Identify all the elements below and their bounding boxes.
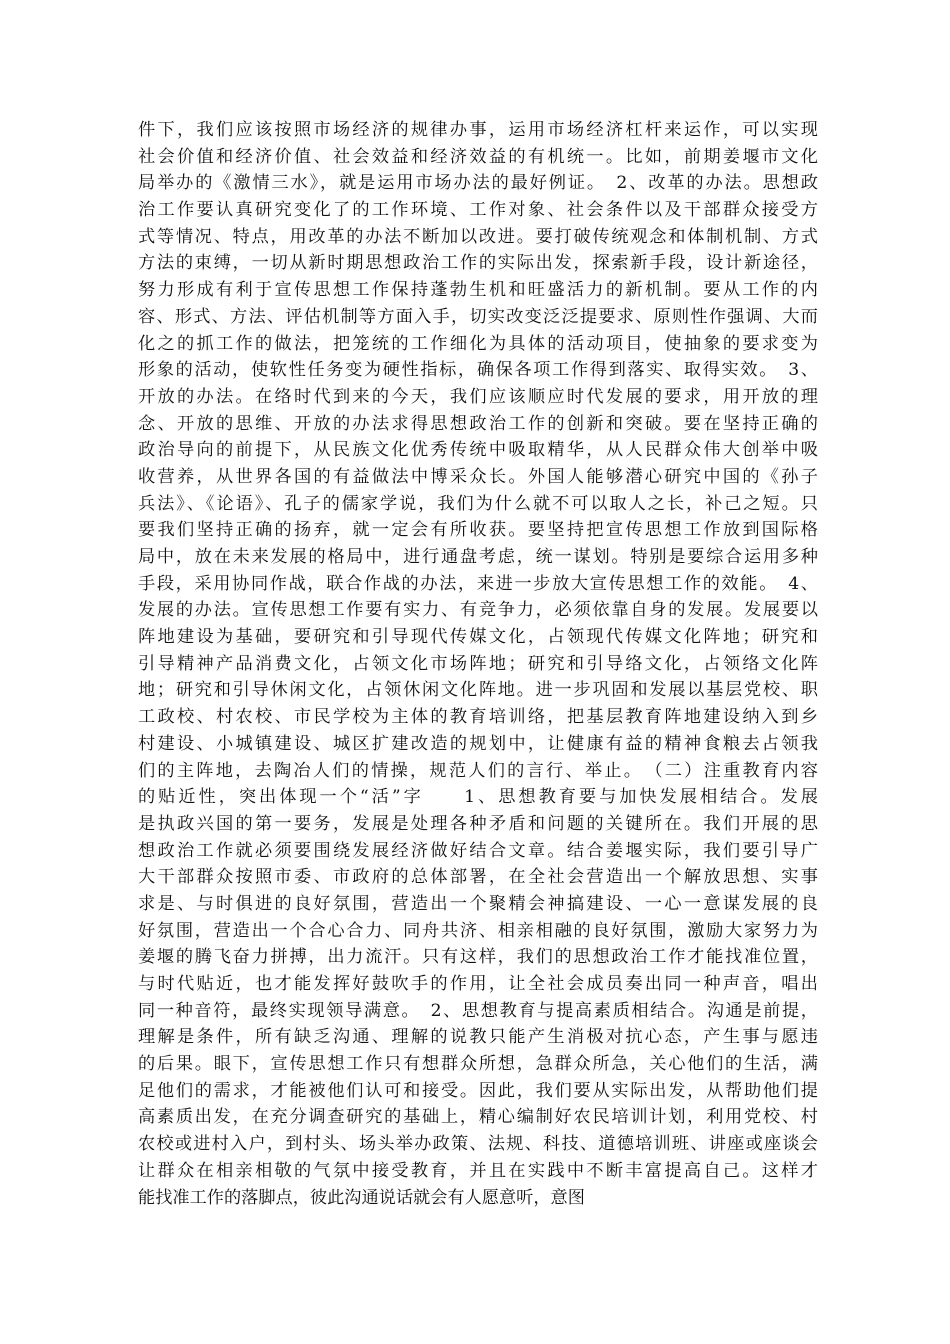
text-line: 化之的抓工作的做法，把笼统的工作细化为具体的活动项目，使抽象的要求变为 (138, 333, 818, 354)
text-line: 容、形式、方法、评估机制等方面入手，切实改变泛泛提要求、原则性作强调、大而 (138, 306, 818, 327)
text-line: 地；研究和引导休闲文化，占领休闲文化阵地。进一步巩固和发展以基层党校、职 (138, 680, 818, 701)
text-line: 是执政兴国的第一要务，发展是处理各种矛盾和问题的关键所在。我们开展的思 (138, 813, 818, 834)
text-line: 念、开放的思维、开放的办法求得思想政治工作的创新和突破。要在坚持正确的 (138, 413, 818, 434)
text-line: 阵地建设为基础，要研究和引导现代传媒文化，占领现代传媒文化阵地；研究和 (138, 627, 818, 648)
text-line: 治工作要认真研究变化了的工作环境、工作对象、社会条件以及干部群众接受方 (138, 200, 818, 221)
text-line: 的后果。眼下，宣传思想工作只有想群众所想，急群众所急，关心他们的生活，满 (138, 1054, 818, 1075)
text-line: 理解是条件，所有缺乏沟通、理解的说教只能产生消极对抗心态，产生事与愿违 (138, 1027, 818, 1048)
text-line: 好氛围，营造出一个合心合力、同舟共济、相亲相融的良好氛围，激励大家努力为 (138, 920, 818, 941)
text-line: 式等情况、特点，用改革的办法不断加以改进。要打破传统观念和体制机制、方式 (138, 226, 818, 247)
text-line: 兵法》、《论语》、孔子的儒家学说，我们为什么就不可以取人之长，补己之短。只 (138, 493, 818, 514)
text-line: 足他们的需求，才能被他们认可和接受。因此，我们要从实际出发，从帮助他们提 (138, 1080, 818, 1101)
text-line: 方法的束缚，一切从新时期思想政治工作的实际出发，探索新手段，设计新途径， (138, 253, 818, 274)
text-line: 与时代贴近，也才能发挥好鼓吹手的作用，让全社会成员奏出同一种声音，唱出 (138, 974, 818, 994)
text-line: 求是、与时俱进的良好氛围，营造出一个聚精会神搞建设、一心一意谋发展的良 (138, 893, 818, 914)
text-line: 局中，放在未来发展的格局中，进行通盘考虑，统一谋划。特别是要综合运用多种 (138, 547, 818, 567)
text-line: 引导精神产品消费文化，占领文化市场阵地；研究和引导络文化，占领络文化阵 (138, 653, 818, 674)
text-line: 要我们坚持正确的扬弃，就一定会有所收获。要坚持把宣传思想工作放到国际格 (138, 520, 818, 541)
text-line: 努力形成有利于宣传思想工作保持蓬勃生机和旺盛活力的新机制。要从工作的内 (138, 280, 818, 301)
text-line: 发展的办法。宣传思想工作要有实力、有竞争力，必须依靠自身的发展。发展要以 (138, 600, 818, 621)
text-line: 手段，采用协同作战，联合作战的办法，来进一步放大宣传思想工作的效能。 4、 (138, 573, 818, 594)
text-line: 农校或进村入户，到村头、场头举办政策、法规、科技、道德培训班、讲座或座谈会 (138, 1134, 818, 1155)
text-line: 形象的活动，使软性任务变为硬性指标，确保各项工作得到落实、取得实效。 3、 (138, 360, 818, 381)
text-line: 高素质出发，在充分调查研究的基础上，精心编制好农民培训计划，利用党校、村 (138, 1107, 818, 1128)
text-line: 政治导向的前提下，从民族文化优秀传统中吸取精华，从人民群众伟大创举中吸 (138, 440, 818, 461)
text-line: 村建设、小城镇建设、城区扩建改造的规划中，让健康有益的精神食粮去占领我 (138, 733, 818, 754)
text-line: 们的主阵地，去陶冶人们的情操，规范人们的言行、举止。 （二）注重教育内容 (138, 760, 818, 781)
text-line: 让群众在相亲相敬的气氛中接受教育，并且在实践中不断丰富提高自己。这样才 (138, 1160, 818, 1181)
document-body-text (138, 117, 818, 1211)
text-line: 工政校、村农校、市民学校为主体的教育培训络，把基层教育阵地建设纳入到乡 (138, 707, 818, 728)
text-line: 件下，我们应该按照市场经济的规律办事，运用市场经济杠杆来运作，可以实现 (138, 120, 818, 140)
text-line: 能找准工作的落脚点，彼此沟通说话就会有人愿意听，意图 (138, 1187, 585, 1208)
text-line: 姜堰的腾飞奋力拼搏，出力流汗。只有这样，我们的思想政治工作才能找准位置， (138, 947, 818, 968)
text-line: 收营养，从世界各国的有益做法中博采众长。外国人能够潜心研究中国的《孙子 (138, 466, 818, 487)
text-line: 开放的办法。在络时代到来的今天，我们应该顺应时代发展的要求，用开放的理 (138, 386, 818, 407)
text-line: 局举办的《激情三水》，就是运用市场办法的最好例证。 2、改革的办法。思想政 (138, 173, 818, 194)
text-line: 同一种音符，最终实现领导满意。 2、思想教育与提高素质相结合。沟通是前提， (138, 1000, 818, 1021)
text-line: 的贴近性，突出体现一个“活”字 1、思想教育要与加快发展相结合。发展 (138, 787, 818, 808)
text-line: 大干部群众按照市委、市政府的总体部署，在全社会营造出一个解放思想、实事 (138, 867, 818, 888)
text-line: 想政治工作就必须要围绕发展经济做好结合文章。结合姜堰实际，我们要引导广 (138, 840, 818, 861)
text-line: 社会价值和经济价值、社会效益和经济效益的有机统一。比如，前期姜堰市文化 (138, 146, 818, 167)
